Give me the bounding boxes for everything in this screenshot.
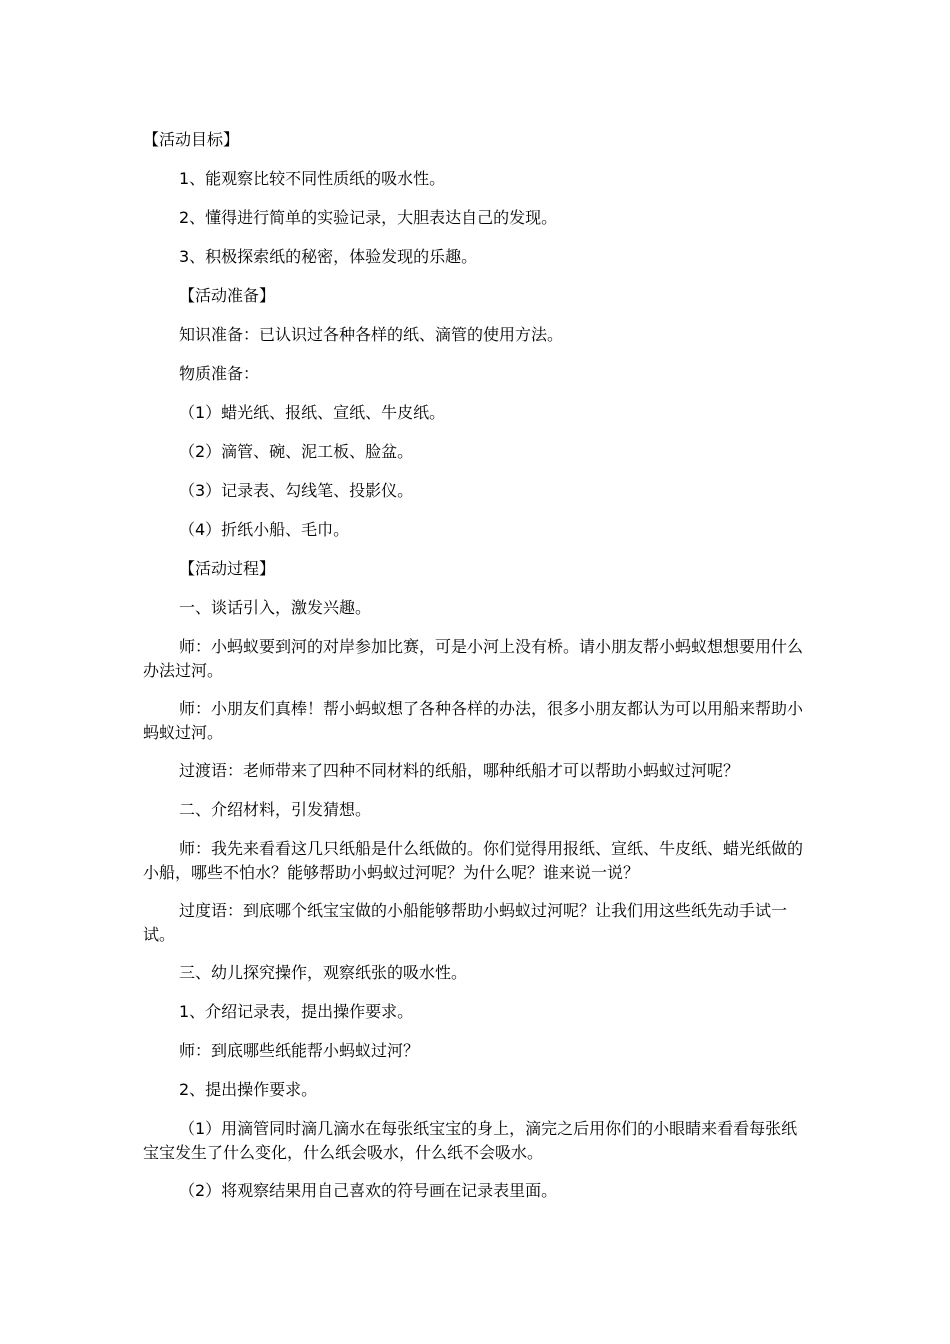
step-2: 二、介绍材料，引发猜想。 (179, 800, 372, 819)
step-1: 一、谈话引入，激发兴趣。 (179, 598, 372, 617)
prep-knowledge: 知识准备：已认识过各种各样的纸、滴管的使用方法。 (179, 325, 564, 344)
teacher-2: 师：小朋友们真棒！帮小蚂蚁想了各种各样的办法，很多小朋友都认为可以用船来帮助小蚂蚁过河。 (143, 699, 804, 742)
transition-2: 过度语：到底哪个纸宝宝做的小船能够帮助小蚂蚁过河呢？让我们用这些纸先动手试一试。 (143, 901, 788, 944)
material-4: （4）折纸小船、毛巾。 (179, 520, 350, 539)
material-3: （3）记录表、勾线笔、投影仪。 (179, 481, 414, 500)
heading-activity-prep: 【活动准备】 (179, 286, 276, 305)
heading-activity-process: 【活动过程】 (179, 559, 276, 578)
requirement-2: （2）将观察结果用自己喜欢的符号画在记录表里面。 (179, 1181, 558, 1200)
step-3-1: 1、介绍记录表，提出操作要求。 (179, 1002, 414, 1021)
teacher-1: 师：小蚂蚁要到河的对岸参加比赛，可是小河上没有桥。请小朋友帮小蚂蚁想想要用什么办法过河。 (143, 637, 804, 680)
requirement-1: （1）用滴管同时滴几滴水在每张纸宝宝的身上，滴完之后用你们的小眼睛来看看每张纸宝宝发生了什么变化，什么纸会吸水，什么纸不会吸水。 (143, 1119, 798, 1162)
transition-1: 过渡语：老师带来了四种不同材料的纸船，哪种纸船才可以帮助小蚂蚁过河呢？ (179, 761, 740, 780)
goal-1: 1、能观察比较不同性质纸的吸水性。 (179, 169, 446, 188)
material-1: （1）蜡光纸、报纸、宣纸、牛皮纸。 (179, 403, 446, 422)
prep-material-label: 物质准备： (179, 364, 260, 383)
goal-3: 3、积极探索纸的秘密，体验发现的乐趣。 (179, 247, 478, 266)
material-2: （2）滴管、碗、泥工板、脸盆。 (179, 442, 414, 461)
heading-activity-goals: 【活动目标】 (143, 130, 240, 149)
step-3-2: 2、提出操作要求。 (179, 1080, 318, 1099)
goal-2: 2、懂得进行简单的实验记录，大胆表达自己的发现。 (179, 208, 558, 227)
teacher-4: 师：到底哪些纸能帮小蚂蚁过河？ (179, 1041, 420, 1060)
step-3: 三、幼儿探究操作，观察纸张的吸水性。 (179, 963, 468, 982)
teacher-3: 师：我先来看看这几只纸船是什么纸做的。你们觉得用报纸、宣纸、牛皮纸、蜡光纸做的小船，哪些不怕水？能够帮助小蚂蚁过河呢？为什么呢？谁来说一说？ (143, 839, 804, 882)
